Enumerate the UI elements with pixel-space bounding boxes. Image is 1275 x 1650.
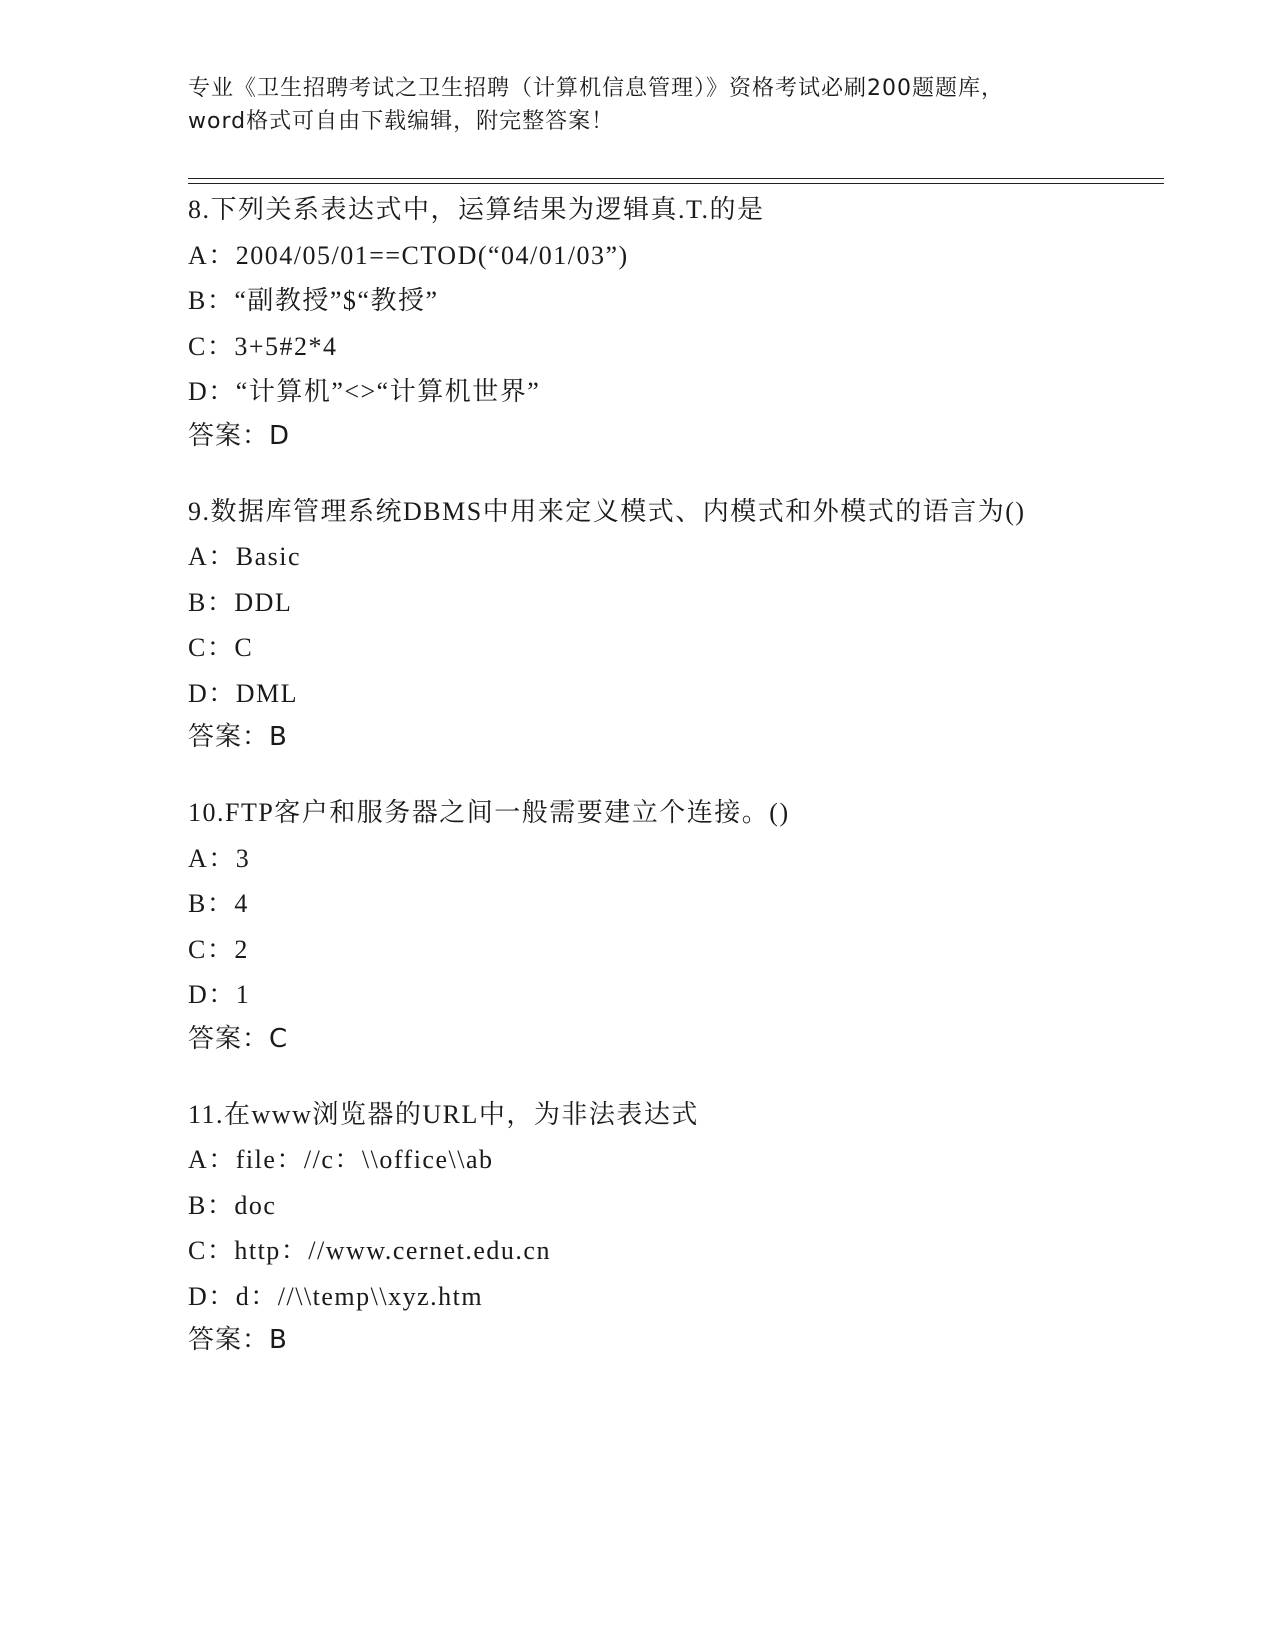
question-11: [188, 1092, 1148, 1362]
option-c: C：3+5#2*4: [188, 331, 338, 361]
answer-line: 答案：B: [188, 722, 288, 752]
option-c: C：http：//www.cernet.edu.cn: [188, 1236, 551, 1265]
header-divider: [188, 178, 1164, 184]
option-d: D：1: [188, 980, 251, 1009]
option-d: D：d：//\\temp\\xyz.htm: [188, 1281, 484, 1311]
option-a: A：file：//c：\\office\\ab: [188, 1145, 494, 1174]
option-c: C：C: [188, 633, 254, 662]
header-title-line-1: 专业《卫生招聘考试之卫生招聘（计算机信息管理）》资格考试必刷200题题库，: [188, 76, 1004, 101]
question-9: [188, 489, 1148, 759]
question-stem: 8.下列关系表达式中，运算结果为逻辑真.T.的是: [188, 195, 765, 224]
answer-line: 答案：D: [188, 420, 291, 451]
option-a: A：Basic: [188, 542, 302, 571]
header-title-line-2: word格式可自由下载编辑，附完整答案！: [188, 109, 615, 134]
option-d: D：DML: [188, 678, 299, 708]
question-8: [188, 187, 1148, 457]
option-b: B：doc: [188, 1190, 277, 1220]
question-stem: 11.在www浏览器的URL中，为非法表达式: [188, 1099, 699, 1129]
option-a: A：3: [188, 843, 251, 873]
option-a: A：2004/05/01==CTOD(“04/01/03”): [188, 240, 629, 270]
answer-line: 答案：C: [188, 1023, 289, 1054]
answer-line: 答案：B: [188, 1325, 288, 1355]
document-header: [188, 72, 1088, 138]
question-10: [188, 790, 1148, 1060]
option-c: C：2: [188, 934, 249, 964]
option-b: B：4: [188, 889, 249, 918]
question-list: [188, 187, 1148, 1393]
option-b: B：DDL: [188, 587, 293, 617]
option-d: D：“计算机”<>“计算机世界”: [188, 377, 541, 406]
option-b: B：“副教授”$“教授”: [188, 286, 439, 315]
question-stem: 10.FTP客户和服务器之间一般需要建立个连接。(): [188, 798, 790, 827]
question-stem: 9.数据库管理系统DBMS中用来定义模式、内模式和外模式的语言为(): [188, 496, 1026, 526]
